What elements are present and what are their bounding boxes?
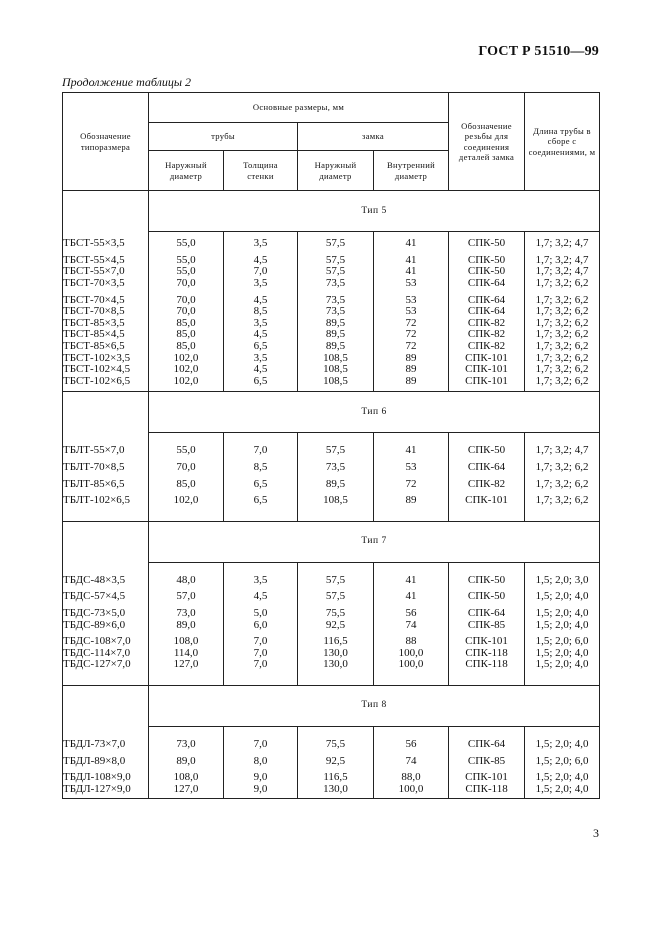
wall-thickness-cell: 6,5 [224, 478, 298, 490]
pipe-outer-diameter-cell: 55,0 [149, 445, 224, 457]
designation-cell: ТБСТ-102×4,5 [63, 364, 149, 376]
lock-outer-diameter-cell: 108,5 [298, 495, 374, 507]
designation-cell: ТБДС-127×7,0 [63, 659, 149, 671]
lock-outer-diameter-cell: 57,5 [298, 255, 374, 267]
spacer-cell [449, 795, 525, 799]
spacer-cell [298, 433, 374, 446]
spacer-cell [525, 726, 600, 739]
thread-cell: СПК-82 [449, 478, 525, 490]
length-cell: 1,7; 3,2; 6,2 [525, 341, 600, 353]
spacer-cell [298, 726, 374, 739]
thread-cell: СПК-82 [449, 318, 525, 330]
inner-diameter-cell: 89 [374, 376, 449, 388]
table-row [63, 376, 600, 388]
spacer-cell [224, 507, 298, 522]
inner-diameter-cell: 53 [374, 278, 449, 290]
wall-thickness-cell: 7,0 [224, 445, 298, 457]
spacer-cell [63, 507, 149, 522]
table-row [63, 739, 600, 751]
wall-thickness-cell: 8,5 [224, 306, 298, 318]
spacer-cell [374, 671, 449, 686]
wall-thickness-cell: 3,5 [224, 352, 298, 364]
header-thread: Обозначение резьбы для соединения деталей замка [449, 93, 525, 191]
wall-thickness-cell: 8,0 [224, 755, 298, 767]
length-cell: 1,5; 2,0; 4,0 [525, 608, 600, 620]
spacer-cell [63, 795, 149, 799]
designation-cell: ТБДС-108×7,0 [63, 636, 149, 648]
pipe-outer-diameter-cell: 89,0 [149, 755, 224, 767]
designation-cell: ТБСТ-55×7,0 [63, 266, 149, 278]
pipe-outer-diameter-cell: 102,0 [149, 376, 224, 388]
thread-cell: СПК-64 [449, 462, 525, 474]
inner-diameter-cell: 88,0 [374, 772, 449, 784]
lock-outer-diameter-cell: 73,5 [298, 462, 374, 474]
spacer-cell [449, 562, 525, 575]
thread-cell: СПК-118 [449, 659, 525, 671]
inner-diameter-cell: 100,0 [374, 783, 449, 795]
designation-cell: ТБСТ-70×8,5 [63, 306, 149, 318]
inner-diameter-cell: 89 [374, 364, 449, 376]
thread-cell: СПК-85 [449, 619, 525, 631]
header-designation: Обозначение типоразмера [63, 93, 149, 191]
spacer-cell [525, 433, 600, 446]
table-row [63, 495, 600, 507]
length-cell: 1,5; 2,0; 4,0 [525, 739, 600, 751]
spacer-cell [449, 726, 525, 739]
wall-thickness-cell: 4,5 [224, 329, 298, 341]
spacer-cell [224, 671, 298, 686]
table-row [63, 772, 600, 784]
wall-thickness-cell: 6,0 [224, 619, 298, 631]
spacer-cell [224, 433, 298, 446]
designation-cell: ТБДС-48×3,5 [63, 575, 149, 587]
table-row [63, 294, 600, 306]
wall-thickness-cell: 7,0 [224, 647, 298, 659]
lock-outer-diameter-cell: 130,0 [298, 659, 374, 671]
inner-diameter-cell: 56 [374, 608, 449, 620]
thread-cell: СПК-101 [449, 352, 525, 364]
table-row [63, 755, 600, 767]
length-cell: 1,7; 3,2; 4,7 [525, 255, 600, 267]
table-row [63, 608, 600, 620]
table-row [63, 341, 600, 353]
thread-cell: СПК-101 [449, 772, 525, 784]
standard-code: ГОСТ Р 51510—99 [478, 44, 599, 59]
type-row [63, 521, 600, 562]
spacer-cell [63, 671, 149, 686]
length-cell: 1,7; 3,2; 4,7 [525, 266, 600, 278]
type-label: Тип 8 [149, 685, 600, 726]
lock-outer-diameter-cell: 75,5 [298, 739, 374, 751]
pipe-outer-diameter-cell: 70,0 [149, 278, 224, 290]
spacer-row [63, 795, 600, 799]
spacer-cell [525, 562, 600, 575]
lock-outer-diameter-cell: 130,0 [298, 647, 374, 659]
thread-cell: СПК-50 [449, 238, 525, 250]
table-row [63, 278, 600, 290]
spacer-cell [374, 726, 449, 739]
spacer-cell [149, 562, 224, 575]
pipe-outer-diameter-cell: 55,0 [149, 266, 224, 278]
designation-cell: ТБДС-114×7,0 [63, 647, 149, 659]
spacer-row [63, 433, 600, 446]
spacer-cell [525, 671, 600, 686]
type-row [63, 685, 600, 726]
length-cell: 1,5; 2,0; 4,0 [525, 783, 600, 795]
lock-outer-diameter-cell: 89,5 [298, 318, 374, 330]
thread-cell: СПК-50 [449, 575, 525, 587]
inner-diameter-cell: 100,0 [374, 647, 449, 659]
wall-thickness-cell: 4,5 [224, 255, 298, 267]
designation-cell: ТБДЛ-127×9,0 [63, 783, 149, 795]
wall-thickness-cell: 7,0 [224, 636, 298, 648]
table-row [63, 636, 600, 648]
pipe-outer-diameter-cell: 102,0 [149, 364, 224, 376]
length-cell: 1,5; 2,0; 6,0 [525, 755, 600, 767]
wall-thickness-cell: 4,5 [224, 591, 298, 603]
table-row [63, 238, 600, 250]
inner-diameter-cell: 72 [374, 478, 449, 490]
table-body [63, 191, 600, 799]
spacer-cell [149, 726, 224, 739]
pipe-outer-diameter-cell: 102,0 [149, 495, 224, 507]
length-cell: 1,5; 2,0; 4,0 [525, 659, 600, 671]
length-cell: 1,5; 2,0; 4,0 [525, 619, 600, 631]
lock-outer-diameter-cell: 57,5 [298, 591, 374, 603]
designation-cell: ТБДС-57×4,5 [63, 591, 149, 603]
header-main-dimensions: Основные размеры, мм [149, 93, 449, 123]
pipe-outer-diameter-cell: 85,0 [149, 478, 224, 490]
table-row [63, 352, 600, 364]
type-label: Тип 5 [149, 191, 600, 232]
length-cell: 1,5; 2,0; 4,0 [525, 591, 600, 603]
designation-cell: ТБСТ-85×3,5 [63, 318, 149, 330]
spacer-cell [224, 726, 298, 739]
thread-cell: СПК-101 [449, 495, 525, 507]
designation-cell: ТБДС-73×5,0 [63, 608, 149, 620]
pipe-outer-diameter-cell: 55,0 [149, 255, 224, 267]
length-cell: 1,7; 3,2; 6,2 [525, 318, 600, 330]
pipe-outer-diameter-cell: 102,0 [149, 352, 224, 364]
lock-outer-diameter-cell: 108,5 [298, 364, 374, 376]
spacer-cell [149, 795, 224, 799]
pipe-outer-diameter-cell: 73,0 [149, 739, 224, 751]
table-row [63, 266, 600, 278]
wall-thickness-cell: 6,5 [224, 341, 298, 353]
lock-outer-diameter-cell: 92,5 [298, 619, 374, 631]
thread-cell: СПК-101 [449, 376, 525, 388]
spacer-cell [298, 507, 374, 522]
spacer-cell [63, 726, 149, 739]
length-cell: 1,7; 3,2; 6,2 [525, 364, 600, 376]
wall-thickness-cell: 7,0 [224, 266, 298, 278]
spacer-row [63, 726, 600, 739]
spacer-cell [63, 433, 149, 446]
pipe-outer-diameter-cell: 89,0 [149, 619, 224, 631]
designation-cell: ТБСТ-70×3,5 [63, 278, 149, 290]
wall-thickness-cell: 6,5 [224, 495, 298, 507]
lock-outer-diameter-cell: 130,0 [298, 783, 374, 795]
table-row [63, 619, 600, 631]
header-wall-thickness: Толщина стенки [224, 151, 298, 191]
thread-cell: СПК-64 [449, 278, 525, 290]
inner-diameter-cell: 72 [374, 318, 449, 330]
length-cell: 1,7; 3,2; 6,2 [525, 376, 600, 388]
spacer-row [63, 507, 600, 522]
page-number: 3 [593, 826, 599, 840]
inner-diameter-cell: 88 [374, 636, 449, 648]
pipe-outer-diameter-cell: 55,0 [149, 238, 224, 250]
length-cell: 1,7; 3,2; 6,2 [525, 495, 600, 507]
table-row [63, 255, 600, 267]
wall-thickness-cell: 4,5 [224, 294, 298, 306]
wall-thickness-cell: 7,0 [224, 739, 298, 751]
lock-outer-diameter-cell: 108,5 [298, 352, 374, 364]
designation-cell: ТБСТ-102×3,5 [63, 352, 149, 364]
length-cell: 1,7; 3,2; 4,7 [525, 238, 600, 250]
pipe-outer-diameter-cell: 85,0 [149, 329, 224, 341]
lock-outer-diameter-cell: 92,5 [298, 755, 374, 767]
type-label: Тип 7 [149, 521, 600, 562]
designation-cell: ТБСТ-85×4,5 [63, 329, 149, 341]
table-row [63, 364, 600, 376]
spacer-cell [298, 671, 374, 686]
thread-cell: СПК-82 [449, 341, 525, 353]
thread-cell: СПК-64 [449, 306, 525, 318]
thread-cell: СПК-50 [449, 255, 525, 267]
spacer-cell [149, 433, 224, 446]
inner-diameter-cell: 74 [374, 619, 449, 631]
pipe-outer-diameter-cell: 108,0 [149, 772, 224, 784]
designation-cell: ТБСТ-55×4,5 [63, 255, 149, 267]
lock-outer-diameter-cell: 89,5 [298, 341, 374, 353]
spacer-cell [449, 507, 525, 522]
inner-diameter-cell: 41 [374, 255, 449, 267]
length-cell: 1,7; 3,2; 6,2 [525, 329, 600, 341]
table-row [63, 783, 600, 795]
spacer-cell [525, 795, 600, 799]
thread-cell: СПК-50 [449, 591, 525, 603]
designation-cell: ТБДЛ-89×8,0 [63, 755, 149, 767]
designation-cell: ТБСТ-85×6,5 [63, 341, 149, 353]
inner-diameter-cell: 41 [374, 238, 449, 250]
inner-diameter-cell: 53 [374, 462, 449, 474]
inner-diameter-cell: 56 [374, 739, 449, 751]
thread-cell: СПК-64 [449, 294, 525, 306]
inner-diameter-cell: 72 [374, 341, 449, 353]
header-lock-outer-diameter: Наружный диаметр [298, 151, 374, 191]
type-row-blank-cell [63, 392, 149, 433]
length-cell: 1,5; 2,0; 6,0 [525, 636, 600, 648]
table-row [63, 462, 600, 474]
spacer-cell [224, 795, 298, 799]
pipe-outer-diameter-cell: 70,0 [149, 294, 224, 306]
lock-outer-diameter-cell: 57,5 [298, 266, 374, 278]
lock-outer-diameter-cell: 57,5 [298, 445, 374, 457]
type-row [63, 191, 600, 232]
inner-diameter-cell: 100,0 [374, 659, 449, 671]
dimensions-table [62, 92, 600, 799]
pipe-outer-diameter-cell: 85,0 [149, 318, 224, 330]
length-cell: 1,7; 3,2; 6,2 [525, 352, 600, 364]
spacer-cell [525, 507, 600, 522]
inner-diameter-cell: 41 [374, 591, 449, 603]
designation-cell: ТБСТ-102×6,5 [63, 376, 149, 388]
table-caption: Продолжение таблицы 2 [62, 75, 192, 89]
wall-thickness-cell: 3,5 [224, 318, 298, 330]
wall-thickness-cell: 3,5 [224, 278, 298, 290]
header-pipe-outer-diameter: Наружный диаметр [149, 151, 224, 191]
table-row [63, 318, 600, 330]
type-row-blank-cell [63, 685, 149, 726]
type-row [63, 392, 600, 433]
header-length: Длина трубы в сборе с соединениями, м [525, 93, 600, 191]
wall-thickness-cell: 9,0 [224, 783, 298, 795]
designation-cell: ТБЛТ-55×7,0 [63, 445, 149, 457]
length-cell: 1,7; 3,2; 6,2 [525, 294, 600, 306]
lock-outer-diameter-cell: 73,5 [298, 278, 374, 290]
header-inner-diameter: Внутренний диаметр [374, 151, 449, 191]
lock-outer-diameter-cell: 75,5 [298, 608, 374, 620]
spacer-cell [374, 507, 449, 522]
pipe-outer-diameter-cell: 85,0 [149, 341, 224, 353]
inner-diameter-cell: 74 [374, 755, 449, 767]
table-row [63, 329, 600, 341]
spacer-row [63, 562, 600, 575]
spacer-cell [298, 562, 374, 575]
lock-outer-diameter-cell: 89,5 [298, 329, 374, 341]
pipe-outer-diameter-cell: 70,0 [149, 462, 224, 474]
wall-thickness-cell: 3,5 [224, 575, 298, 587]
table-row [63, 591, 600, 603]
inner-diameter-cell: 53 [374, 306, 449, 318]
lock-outer-diameter-cell: 89,5 [298, 478, 374, 490]
lock-outer-diameter-cell: 73,5 [298, 294, 374, 306]
length-cell: 1,7; 3,2; 6,2 [525, 462, 600, 474]
pipe-outer-diameter-cell: 70,0 [149, 306, 224, 318]
inner-diameter-cell: 89 [374, 352, 449, 364]
lock-outer-diameter-cell: 108,5 [298, 376, 374, 388]
table-row [63, 478, 600, 490]
length-cell: 1,7; 3,2; 4,7 [525, 445, 600, 457]
designation-cell: ТБСТ-70×4,5 [63, 294, 149, 306]
designation-cell: ТБЛТ-85×6,5 [63, 478, 149, 490]
type-label: Тип 6 [149, 392, 600, 433]
pipe-outer-diameter-cell: 127,0 [149, 659, 224, 671]
spacer-cell [224, 562, 298, 575]
pipe-outer-diameter-cell: 108,0 [149, 636, 224, 648]
length-cell: 1,5; 2,0; 4,0 [525, 647, 600, 659]
pipe-outer-diameter-cell: 48,0 [149, 575, 224, 587]
spacer-cell [374, 795, 449, 799]
length-cell: 1,5; 2,0; 3,0 [525, 575, 600, 587]
type-row-blank-cell [63, 191, 149, 232]
inner-diameter-cell: 41 [374, 445, 449, 457]
type-row-blank-cell [63, 521, 149, 562]
wall-thickness-cell: 5,0 [224, 608, 298, 620]
spacer-cell [374, 562, 449, 575]
table-row [63, 445, 600, 457]
thread-cell: СПК-82 [449, 329, 525, 341]
table-row [63, 575, 600, 587]
lock-outer-diameter-cell: 57,5 [298, 575, 374, 587]
pipe-outer-diameter-cell: 127,0 [149, 783, 224, 795]
length-cell: 1,5; 2,0; 4,0 [525, 772, 600, 784]
wall-thickness-cell: 4,5 [224, 364, 298, 376]
inner-diameter-cell: 53 [374, 294, 449, 306]
pipe-outer-diameter-cell: 114,0 [149, 647, 224, 659]
table-header [63, 93, 600, 191]
pipe-outer-diameter-cell: 57,0 [149, 591, 224, 603]
spacer-row [63, 671, 600, 686]
spacer-cell [149, 671, 224, 686]
spacer-cell [374, 433, 449, 446]
spacer-cell [449, 671, 525, 686]
wall-thickness-cell: 7,0 [224, 659, 298, 671]
inner-diameter-cell: 89 [374, 495, 449, 507]
designation-cell: ТБЛТ-70×8,5 [63, 462, 149, 474]
inner-diameter-cell: 72 [374, 329, 449, 341]
wall-thickness-cell: 9,0 [224, 772, 298, 784]
thread-cell: СПК-118 [449, 783, 525, 795]
lock-outer-diameter-cell: 57,5 [298, 238, 374, 250]
thread-cell: СПК-85 [449, 755, 525, 767]
header-lock: замка [298, 123, 449, 151]
header-pipes: трубы [149, 123, 298, 151]
thread-cell: СПК-64 [449, 739, 525, 751]
thread-cell: СПК-101 [449, 636, 525, 648]
thread-cell: СПК-50 [449, 445, 525, 457]
length-cell: 1,7; 3,2; 6,2 [525, 278, 600, 290]
table-row [63, 647, 600, 659]
inner-diameter-cell: 41 [374, 266, 449, 278]
lock-outer-diameter-cell: 116,5 [298, 636, 374, 648]
designation-cell: ТБСТ-55×3,5 [63, 238, 149, 250]
thread-cell: СПК-64 [449, 608, 525, 620]
spacer-cell [149, 507, 224, 522]
thread-cell: СПК-50 [449, 266, 525, 278]
spacer-cell [298, 795, 374, 799]
lock-outer-diameter-cell: 116,5 [298, 772, 374, 784]
table-row [63, 659, 600, 671]
table-row [63, 306, 600, 318]
wall-thickness-cell: 6,5 [224, 376, 298, 388]
spacer-cell [63, 562, 149, 575]
designation-cell: ТБДЛ-73×7,0 [63, 739, 149, 751]
length-cell: 1,7; 3,2; 6,2 [525, 306, 600, 318]
wall-thickness-cell: 8,5 [224, 462, 298, 474]
spacer-cell [449, 433, 525, 446]
lock-outer-diameter-cell: 73,5 [298, 306, 374, 318]
pipe-outer-diameter-cell: 73,0 [149, 608, 224, 620]
inner-diameter-cell: 41 [374, 575, 449, 587]
designation-cell: ТБДС-89×6,0 [63, 619, 149, 631]
wall-thickness-cell: 3,5 [224, 238, 298, 250]
length-cell: 1,7; 3,2; 6,2 [525, 478, 600, 490]
thread-cell: СПК-101 [449, 364, 525, 376]
designation-cell: ТБДЛ-108×9,0 [63, 772, 149, 784]
thread-cell: СПК-118 [449, 647, 525, 659]
designation-cell: ТБЛТ-102×6,5 [63, 495, 149, 507]
